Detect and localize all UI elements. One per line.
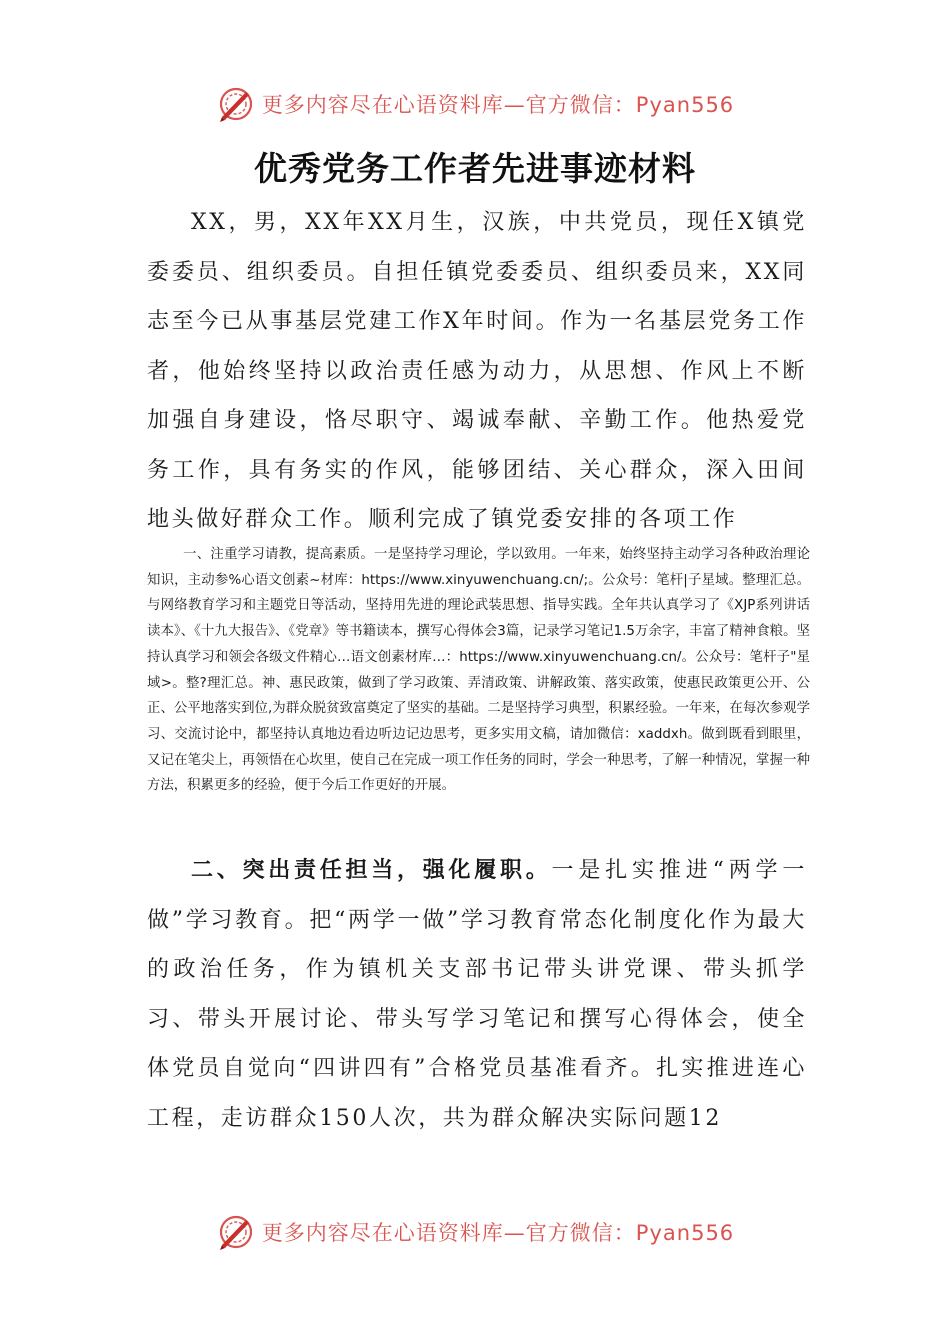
watermark-header: [0, 82, 950, 126]
watermark-text: 更多内容尽在心语资料库—官方微信：Pyan556: [261, 93, 735, 117]
intro-paragraph: XX，男，XX年XX月生，汉族，中共党员，现任X镇党委委员、组织委员。自担任镇党委委员、组织委员来，XX同志至今已从事基层党建工作X年时间。作为一名基层党务工作者，他始终坚持以政治责任感为动力，从思想、作风上不断加强自身建设，恪尽职守、竭诚奉献、辛勤工作。他热爱党务工作，具有务实的作风，能够团结、关心群众，深入田间地头做好群众工作。顺利完成了镇党委安排的各项工作: [147, 210, 807, 532]
watermark-footer: [0, 1210, 950, 1254]
section-two-heading: 二、突出责任担当，强化履职。: [191, 858, 552, 883]
section-two-paragraph: [147, 846, 807, 1143]
section-one-paragraph: 一、注重学习请教，提高素质。一是坚持学习理论，学以致用。一年来，始终坚持主动学习各种政治理论知识，主动参%心语文创素~材库：https://www.xinyuwenchuang.cn/;。公众号：笔杆|子星域。整理汇总。与网络教育学习和主题党日等活动，坚持用先进的理论武装思想、指导实践。全年共认真学习了《XJP系列讲话读本》、《十九大报告》、《党章》等书籍读本，撰写心得体会3篇，记录学习笔记1.5万余字，丰富了精神食粮。坚持认真学习和领会各级文件精心…语文创素材库…：https://www.xinyuwenchuang.cn/。公众号：笔杆子"星域>。整?理汇总。神、惠民政策，做到了学习政策、弄清政策、讲解政策、落实政策，使惠民政策更公开、公正、公平地落实到位,为群众脱贫致富奠定了坚实的基础。二是坚持学习典型，积累经验。一年来，在每次参观学习、交流讨论中，都坚持认真地边看边听边记边思考，更多实用文稿，请加微信：xaddxh。做到既看到眼里，又记在笔尖上，再领悟在心坎里，使自己在完成一项工作任务的同时，学会一种思考，了解一种情况，掌握一种方法，积累更多的经验，便于今后工作更好的开展。: [147, 547, 810, 794]
watermark-text: 更多内容尽在心语资料库—官方微信：Pyan556: [261, 1221, 735, 1245]
pen-circle-logo-icon: [216, 1212, 256, 1252]
section-two-body: 一是扎实推进“两学一做”学习教育。把“两学一做”学习教育常态化制度化作为最大的政治任务，作为镇机关支部书记带头讲党课、带头抓学习、带头开展讨论、带头写学习笔记和撰写心得体会，使全体党员自觉向“四讲四有”合格党员基准看齐。扎实推进连心工程，走访群众150人次，共为群众解决实际问题12: [147, 858, 807, 1131]
pen-circle-logo-icon: [216, 84, 256, 124]
document-title: 优秀党务工作者先进事迹材料: [254, 149, 696, 188]
